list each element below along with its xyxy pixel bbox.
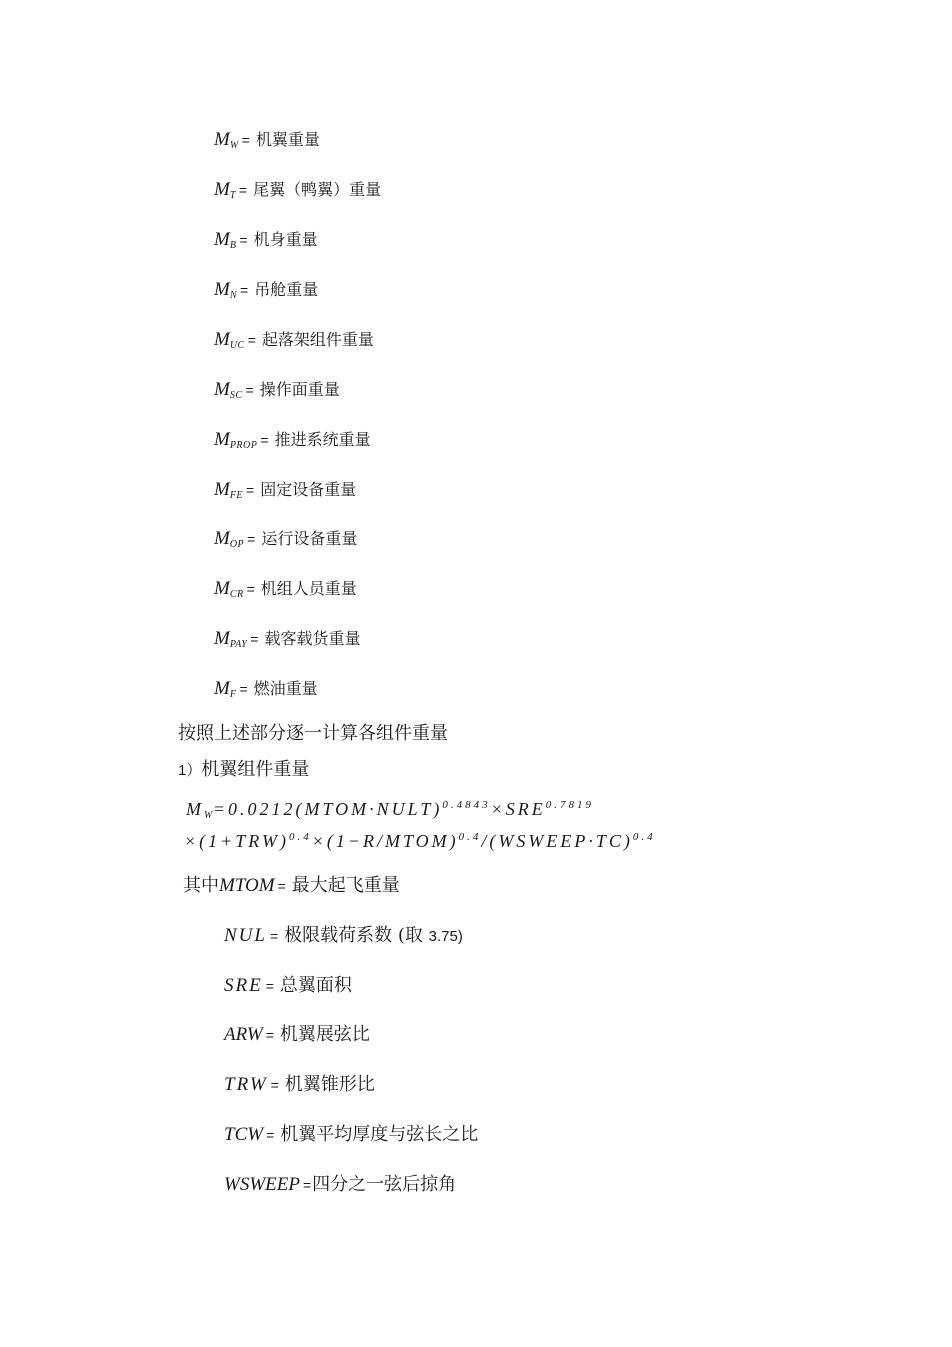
equals-sign: = <box>241 132 250 148</box>
component-symbol: M <box>214 129 230 150</box>
component-description: 尾翼（鸭翼）重量 <box>253 180 382 199</box>
variable-description: 机翼展弦比 <box>279 1024 370 1045</box>
component-description: 机翼重量 <box>255 130 320 149</box>
variable-symbol: TCW <box>224 1124 264 1145</box>
variable-symbol: TRW <box>224 1074 268 1095</box>
equals-sign: = <box>265 978 274 994</box>
formula-main-term: =0.0212(MTOM·NULT) <box>212 799 443 819</box>
formula-lhs-subscript: W <box>204 810 213 821</box>
equals-sign: = <box>246 581 255 597</box>
component-subscript: UC <box>229 340 245 351</box>
formula-exponent: 0.4 <box>458 831 482 843</box>
component-description: 载客载货重量 <box>264 629 361 648</box>
equals-sign: = <box>240 282 249 298</box>
component-symbol: M <box>214 379 230 400</box>
component-row-crew <box>214 579 357 602</box>
component-description: 起落架组件重量 <box>261 330 374 349</box>
component-row-undercarriage <box>214 330 374 353</box>
component-description: 操作面重量 <box>259 380 340 399</box>
variable-symbol: ARW <box>224 1024 263 1045</box>
component-subscript: SC <box>229 390 243 401</box>
component-row-fuel <box>214 679 318 702</box>
where-label: 其中 <box>183 875 219 896</box>
formula-exponent: 0.7819 <box>545 799 594 811</box>
component-symbol: M <box>214 179 230 200</box>
component-symbol: M <box>214 578 230 599</box>
variable-description: 机翼锥形比 <box>284 1074 375 1095</box>
wing-weight-formula-line-1 <box>186 799 664 825</box>
variable-symbol: MTOM <box>219 875 275 896</box>
component-row-tail <box>214 180 381 203</box>
component-symbol: M <box>214 678 230 699</box>
variable-description: 四分之一弦后掠角 <box>312 1174 457 1195</box>
equals-sign: = <box>250 631 259 647</box>
variable-row-mtom <box>183 876 400 896</box>
component-row-operating-equipment <box>214 529 357 552</box>
variable-description: 机翼平均厚度与弦长之比 <box>280 1124 479 1145</box>
component-row-surface-controls <box>214 380 340 403</box>
component-subscript: B <box>229 240 237 251</box>
component-row-fixed-equipment <box>214 480 356 503</box>
component-subscript: T <box>229 190 236 201</box>
component-symbol: M <box>214 229 230 250</box>
component-symbol: M <box>214 329 230 350</box>
section-heading <box>178 759 309 782</box>
component-subscript: FE <box>229 490 244 501</box>
formula-exponent: 0.4 <box>288 831 312 843</box>
component-subscript: F <box>229 689 237 700</box>
component-description: 机组人员重量 <box>260 579 357 598</box>
equals-sign: = <box>239 232 248 248</box>
component-row-body <box>214 230 318 253</box>
component-symbol: M <box>214 528 230 549</box>
section-number: 1） <box>178 762 202 779</box>
component-description: 运行设备重量 <box>261 529 358 548</box>
variable-symbol: SRE <box>224 975 263 996</box>
variable-row-arw <box>224 1025 370 1045</box>
formula-taper-term: ×(1+TRW) <box>184 831 289 851</box>
equals-sign: = <box>266 1127 275 1143</box>
component-row-payload <box>214 629 360 652</box>
formula-exponent: 0.4 <box>632 831 656 843</box>
component-row-wing <box>214 130 320 153</box>
component-description: 固定设备重量 <box>260 480 357 499</box>
formula-ratio-term: ×(1−R/MTOM) <box>311 831 459 851</box>
component-symbol: M <box>214 628 230 649</box>
formula-lhs: M <box>186 799 204 819</box>
component-subscript: CR <box>229 589 244 600</box>
formula-sweep-term: /(WSWEEP·TC) <box>481 831 633 851</box>
equals-sign: = <box>238 182 248 198</box>
equals-sign: = <box>246 482 255 498</box>
component-subscript: N <box>229 290 237 301</box>
component-description: 燃油重量 <box>253 679 318 698</box>
component-description: 吊舱重量 <box>254 280 319 299</box>
variable-row-trw <box>224 1075 375 1095</box>
variable-symbol: NUL <box>224 925 267 946</box>
section-title: 机翼组件重量 <box>201 759 310 780</box>
equals-sign: = <box>265 1027 274 1043</box>
component-description: 机身重量 <box>253 230 318 249</box>
component-subscript: PROP <box>229 440 258 451</box>
equals-sign: = <box>239 681 248 697</box>
equals-sign: = <box>277 878 286 894</box>
component-symbol: M <box>214 429 230 450</box>
component-symbol: M <box>214 479 230 500</box>
component-subscript: W <box>229 140 239 151</box>
equals-sign: = <box>247 531 256 547</box>
variable-description: 总翼面积 <box>279 975 352 996</box>
equals-sign: = <box>270 1077 279 1093</box>
variable-row-sre <box>224 976 352 996</box>
variable-description: 最大起飞重量 <box>291 875 400 896</box>
variable-value: 3.75) <box>428 928 463 945</box>
variable-row-tcw <box>224 1125 478 1145</box>
component-subscript: OP <box>229 539 245 550</box>
component-description: 推进系统重量 <box>274 430 371 449</box>
equals-sign: = <box>260 432 269 448</box>
equals-sign: = <box>302 1177 312 1193</box>
equals-sign: = <box>247 332 256 348</box>
formula-exponent: 0.4843 <box>442 799 491 811</box>
component-subscript: PAY <box>229 639 248 650</box>
equals-sign: = <box>245 382 254 398</box>
variable-symbol: WSWEEP <box>224 1174 300 1195</box>
formula-area-term: ×SRE <box>490 799 546 819</box>
variable-row-wsweep <box>224 1175 456 1195</box>
intro-paragraph: 按照上述部分逐一计算各组件重量 <box>178 723 448 744</box>
component-row-nacelle <box>214 280 318 303</box>
variable-row-nul <box>224 926 463 947</box>
component-symbol: M <box>214 279 230 300</box>
component-row-propulsion <box>214 430 371 453</box>
wing-weight-formula-line-2 <box>184 831 664 857</box>
equals-sign: = <box>269 928 279 944</box>
variable-description: 极限载荷系数 (取 <box>284 925 429 946</box>
